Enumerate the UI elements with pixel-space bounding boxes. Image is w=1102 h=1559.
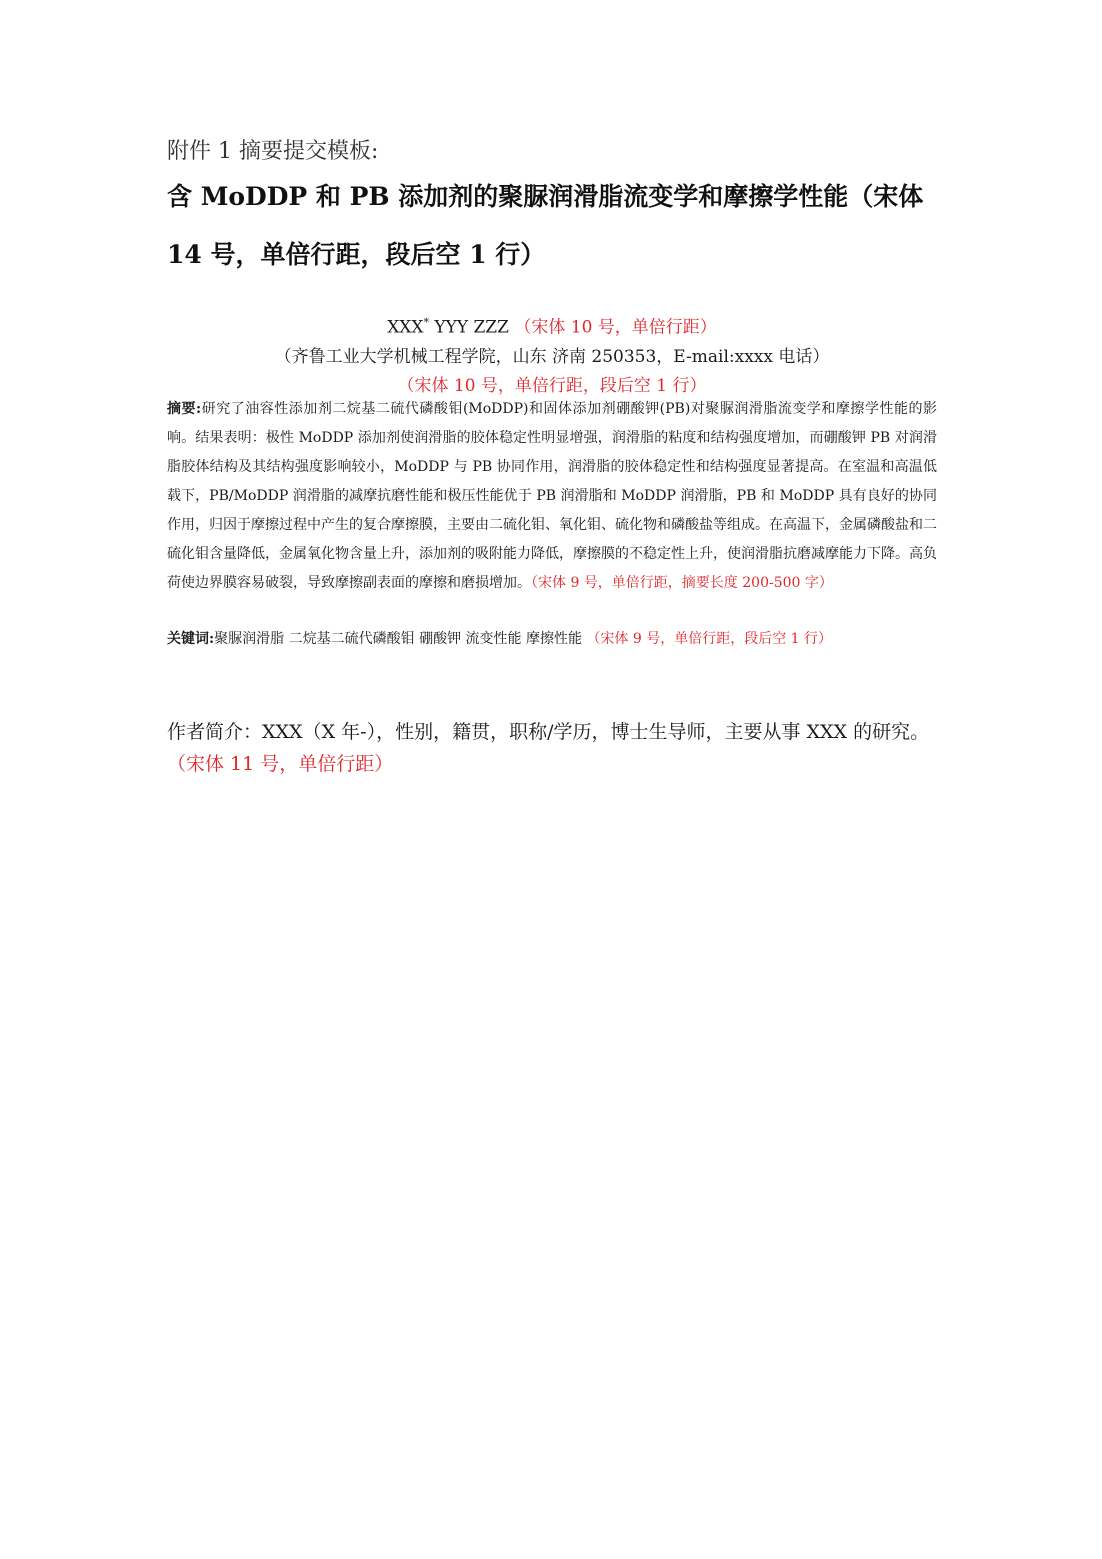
affiliation-format-note: （宋体 10 号，单倍行距，段后空 1 行） [397, 375, 707, 396]
abstract-text: 研究了油容性添加剂二烷基二硫代磷酸钼(MoDDP)和固体添加剂硼酸钾(PB)对聚脲润滑脂流变学和摩擦学性能的影响。结果表明：极性 MoDDP 添加剂使润滑脂的胶体稳定性明显增强，润滑脂的粘度和结构强度增加，而硼酸钾 PB 对润滑脂胶体结构及其结构强度影响较小，MoDDP 与 PB 协同作用，润滑脂的胶体稳定性和结构强度显著提高。在室温和高温低载下，PB/MoDDP 润滑脂的减摩抗磨性能和极压性能优于 PB 润滑脂和 MoDDP 润滑脂，PB 和 MoDDP 具有良好的协同作用，归因于摩擦过程中产生的复合摩擦膜，主要由二硫化钼、氧化钼、硫化物和磷酸盐等组成。在高温下，金属磷酸盐和二硫化钼含量降低，金属氧化物含量上升，添加剂的吸附能力降低，摩擦膜的不稳定性上升，使润滑脂抗磨减摩能力下降。高负荷使边界膜容易破裂，导致摩擦副表面的摩擦和磨损增加。 [167, 401, 938, 591]
abstract-format-note: （宋体 9 号，单倍行距，摘要长度 200-500 字） [531, 575, 833, 591]
author-names: XXX [387, 317, 424, 338]
bio-format-note: （宋体 11 号，单倍行距） [167, 753, 394, 775]
annex-label: 附件 1 摘要提交模板: [167, 139, 379, 164]
author-format-note: （宋体 10 号，单倍行距） [514, 317, 717, 338]
author-bio [167, 716, 937, 780]
abstract-paragraph [167, 395, 937, 598]
author-block [167, 308, 937, 401]
paper-title [167, 168, 937, 284]
keywords-paragraph [167, 625, 937, 654]
author-others: YYY ZZZ [429, 317, 515, 338]
affiliation: （齐鲁工业大学机械工程学院，山东 济南 250353，E-mail:xxxx 电话） [274, 346, 830, 367]
title-format-note: （宋体 14 号，单倍行距，段后空 1 行） [167, 182, 924, 269]
abstract-label: 摘要: [167, 401, 202, 417]
author-line [167, 308, 937, 343]
bio-text: 作者简介：XXX（X 年-），性别，籍贯，职称/学历，博士生导师，主要从事 XXX 的研究。 [167, 721, 930, 743]
keywords-label: 关键词: [167, 631, 215, 647]
keywords-text: 聚脲润滑脂 二烷基二硫代磷酸钼 硼酸钾 流变性能 摩擦性能 [214, 631, 587, 647]
keywords-format-note: （宋体 9 号，单倍行距，段后空 1 行） [586, 631, 833, 647]
title-text: 含 MoDDP 和 PB 添加剂的聚脲润滑脂流变学和摩擦学性能 [167, 182, 849, 211]
author-asterisk: * [423, 316, 430, 329]
